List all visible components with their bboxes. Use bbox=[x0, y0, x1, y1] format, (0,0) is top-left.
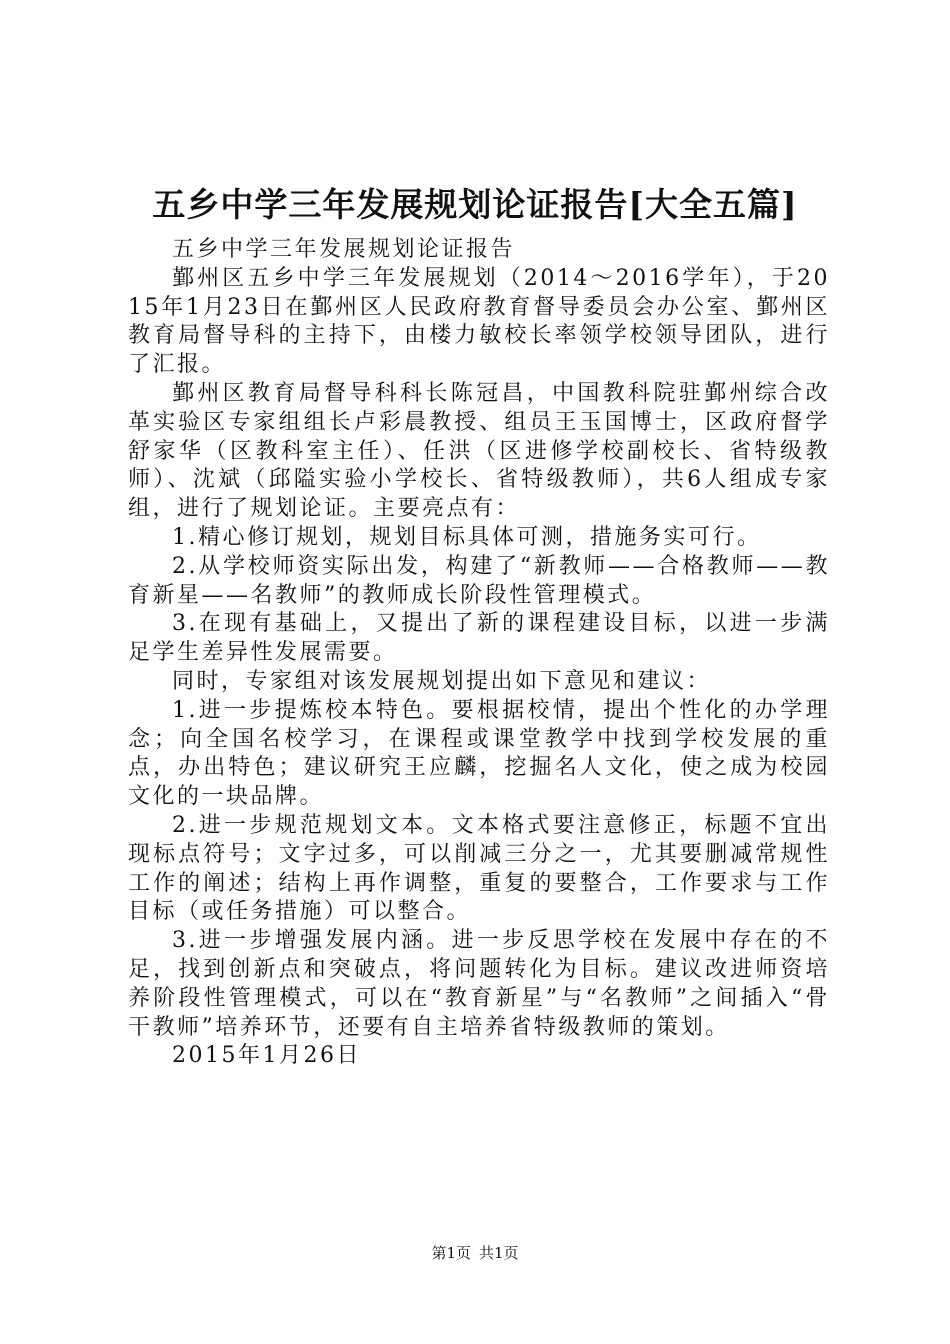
suggestion-item-3: 3.进一步增强发展内涵。进一步反思学校在发展中存在的不足，找到创新点和突破点，将问题转化为目标。建议改进师资培养阶段性管理模式，可以在“教育新星”与“名教师”之间插入“骨干教师”培养环节，还要有自主培养省特级教师的策划。 bbox=[128, 928, 830, 1040]
suggestion-item-1: 1.进一步提炼校本特色。要根据校情，提出个性化的办学理念；向全国名校学习，在课程或课堂教学中找到学校发展的重点，办出特色；建议研究王应麟，挖掘名人文化，使之成为校园文化的一块品牌。 bbox=[128, 697, 830, 810]
document-date: 2015年1月26日 bbox=[172, 1043, 361, 1069]
page-footer bbox=[0, 1243, 950, 1263]
expert-group-paragraph: 鄞州区教育局督导科科长陈冠昌，中国教科院驻鄞州综合改革实验区专家组组长卢彩晨教授、组员王玉国博士，区政府督学舒家华（区教科室主任）、任洪（区进修学校副校长、省特级教师）、沈斌（邱隘实验小学校长、省特级教师），共6人组成专家组，进行了规划论证。主要亮点有： bbox=[128, 380, 830, 522]
intro-paragraph: 鄞州区五乡中学三年发展规划（2014～2016学年），于2015年1月23日在鄞州区人民政府教育督导委员会办公室、鄞州区教育局督导科的主持下，由楼力敏校长率领学校领导团队，进行了汇报。 bbox=[128, 265, 830, 378]
suggestions-intro-paragraph: 同时，专家组对该发展规划提出如下意见和建议： bbox=[172, 668, 712, 694]
document-body bbox=[128, 236, 830, 1071]
highlight-item-1: 1.精心修订规划，规划目标具体可测，措施务实可行。 bbox=[172, 524, 762, 550]
document-title: 五乡中学三年发展规划论证报告[大全五篇] bbox=[152, 185, 798, 224]
suggestion-item-2: 2.进一步规范规划文本。文本格式要注意修正，标题不宜出现标点符号；文字过多，可以削减三分之一，尤其要删减常规性工作的阐述；结构上再作调整，重复的要整合，工作要求与工作目标（或任务措施）可以整合。 bbox=[128, 812, 830, 925]
highlight-item-2: 2.从学校师资实际出发，构建了“新教师——合格教师——教育新星——名教师”的教师成长阶段性管理模式。 bbox=[128, 553, 830, 608]
page-number: 第1页 bbox=[431, 1244, 471, 1262]
page-total: 共1页 bbox=[479, 1244, 519, 1262]
highlight-item-3: 3.在现有基础上，又提出了新的课程建设目标，以进一步满足学生差异性发展需要。 bbox=[128, 611, 830, 666]
subtitle-paragraph: 五乡中学三年发展规划论证报告 bbox=[172, 237, 516, 262]
